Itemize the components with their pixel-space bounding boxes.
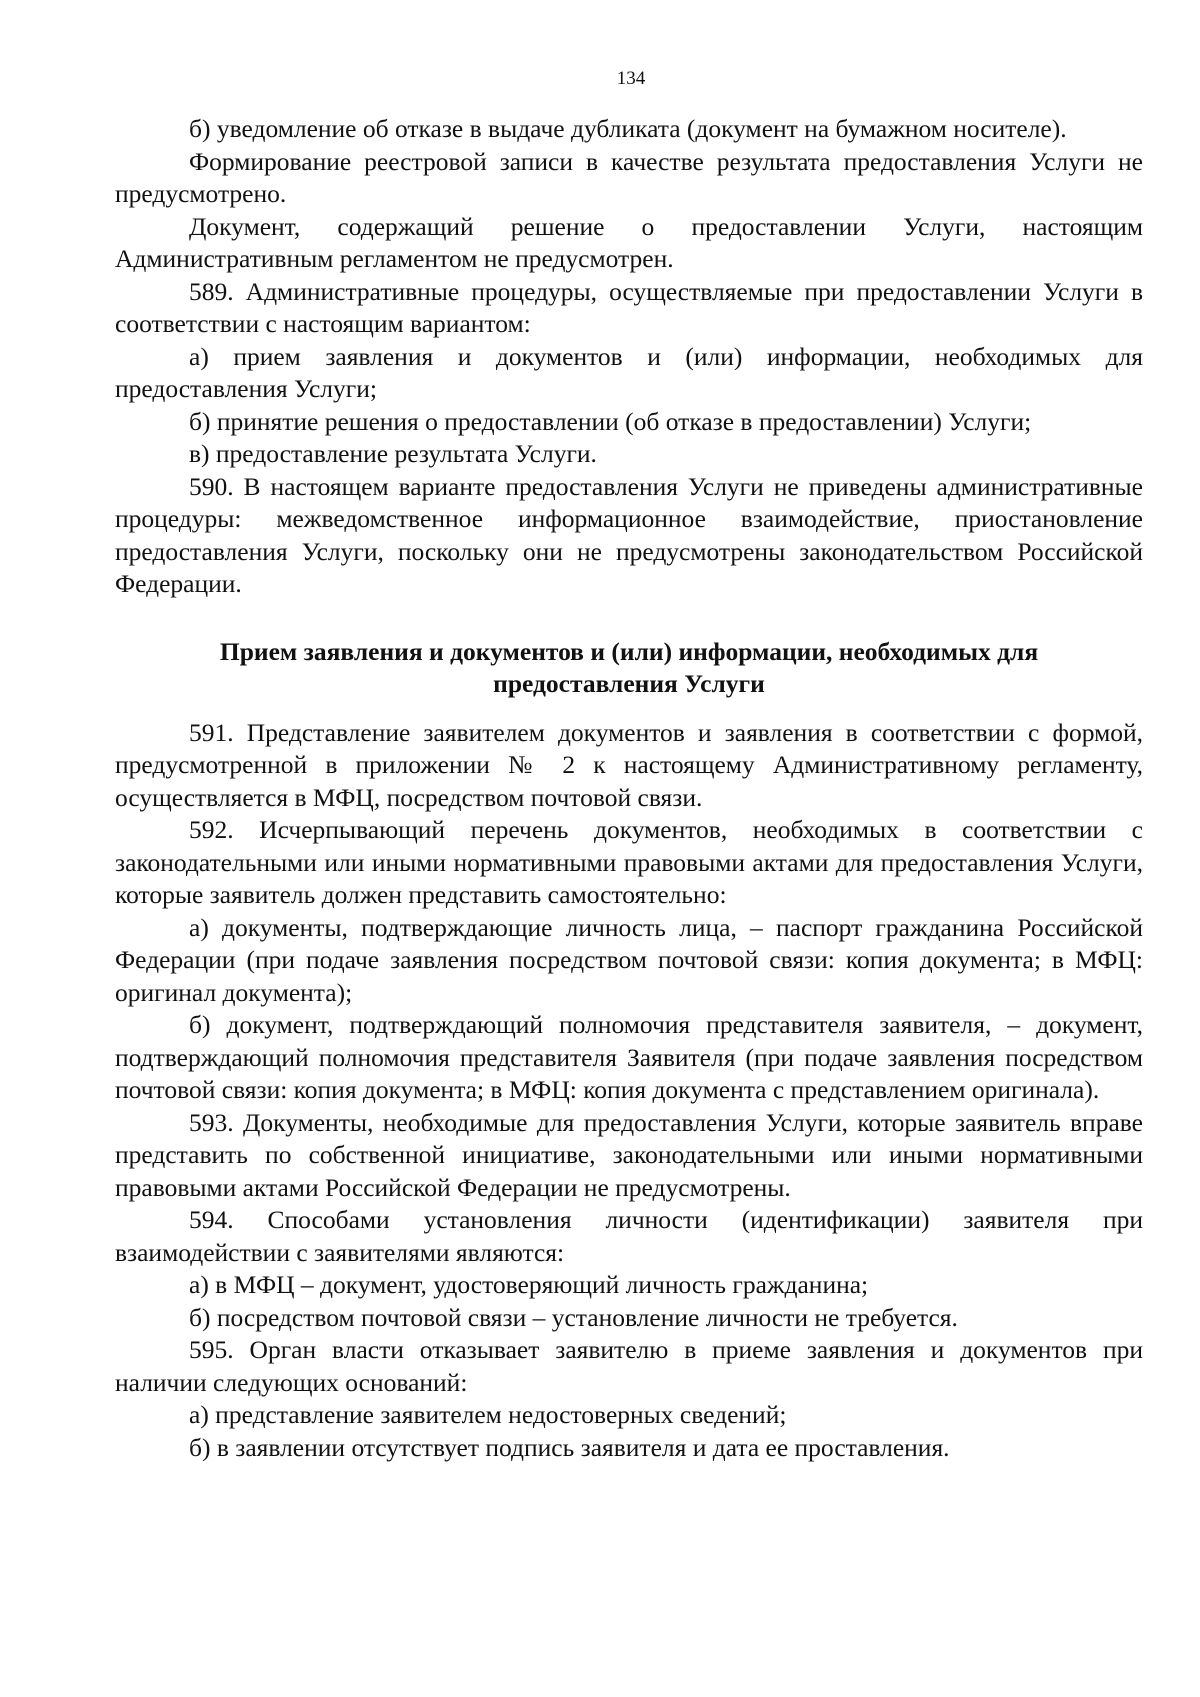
section-heading-line-2: предоставления Услуги xyxy=(493,668,765,698)
paragraph-595: 595. Орган власти отказывает заявителю в приеме заявления и документов при наличии следующих оснований: xyxy=(115,1335,1143,1397)
page-number: 134 xyxy=(616,68,646,89)
list-item-595-b: б) в заявлении отсутствует подпись заявителя и дата ее проставления. xyxy=(189,1432,950,1462)
list-item-589-b: б) принятие решения о предоставлении (об отказе в предоставлении) Услуги; xyxy=(189,406,1032,436)
list-item-589-a: а) прием заявления и документов и (или) информации, необходимых для предоставления Услуги; xyxy=(115,341,1143,403)
paragraph-decision-document: Документ, содержащий решение о предоставлении Услуги, настоящим Административным регламентом не предусмотрен. xyxy=(115,211,1143,273)
section-heading xyxy=(115,636,1143,700)
section-heading-line-1: Прием заявления и документов и (или) информации, необходимых для xyxy=(219,636,1039,666)
paragraph-notice-refusal-duplicate: б) уведомление об отказе в выдаче дубликата (документ на бумажном носителе). xyxy=(189,114,1067,143)
list-item-594-b: б) посредством почтовой связи – установление личности не требуется. xyxy=(189,1302,958,1332)
paragraph-593: 593. Документы, необходимые для предоставления Услуги, которые заявитель вправе представить по собственной инициативе, законодательными или иными нормативными правовыми актами Российской Федерации не предусмотрены. xyxy=(115,1107,1143,1202)
paragraph-590: 590. В настоящем варианте предоставления Услуги не приведены административные процедуры: межведомственное информационное взаимодействие, приостановление предоставления Услуги, поскольку они не предусмотрены законодательством Российской Федерации. xyxy=(115,471,1143,598)
paragraph-592: 592. Исчерпывающий перечень документов, необходимых в соответствии с законодательными или иными нормативными правовыми актами для предоставления Услуги, которые заявитель должен представить самостоятельно: xyxy=(115,815,1143,909)
paragraph-591: 591. Представление заявителем документов и заявления в соответствии с формой, предусмотренной в приложении № 2 к настоящему Административному регламенту, осуществляется в МФЦ, посредством почтовой связи. xyxy=(115,717,1143,812)
paragraph-594: 594. Способами установления личности (идентификации) заявителя при взаимодействии с заявителями являются: xyxy=(115,1205,1143,1267)
document-body xyxy=(115,113,1143,1464)
list-item-589-v: в) предоставление результата Услуги. xyxy=(189,439,597,468)
paragraph-registry-record: Формирование реестровой записи в качестве результата предоставления Услуги не предусмотрено. xyxy=(115,146,1143,208)
paragraph-589: 589. Административные процедуры, осуществляемые при предоставлении Услуги в соответствии с настоящим вариантом: xyxy=(115,276,1143,338)
list-item-592-b: б) документ, подтверждающий полномочия представителя заявителя, – документ, подтверждающий полномочия представителя Заявителя (при подаче заявления посредством почтовой связи: копия документа; в МФЦ: копия документа с представлением оригинала). xyxy=(115,1010,1143,1104)
list-item-592-a: а) документы, подтверждающие личность лица, – паспорт гражданина Российской Федерации (при подаче заявления посредством почтовой связи: копия документа; в МФЦ: оригинал документа); xyxy=(115,912,1143,1007)
list-item-595-a: а) представление заявителем недостоверных сведений; xyxy=(189,1400,787,1429)
list-item-594-a: а) в МФЦ – документ, удостоверяющий личность гражданина; xyxy=(189,1270,869,1299)
